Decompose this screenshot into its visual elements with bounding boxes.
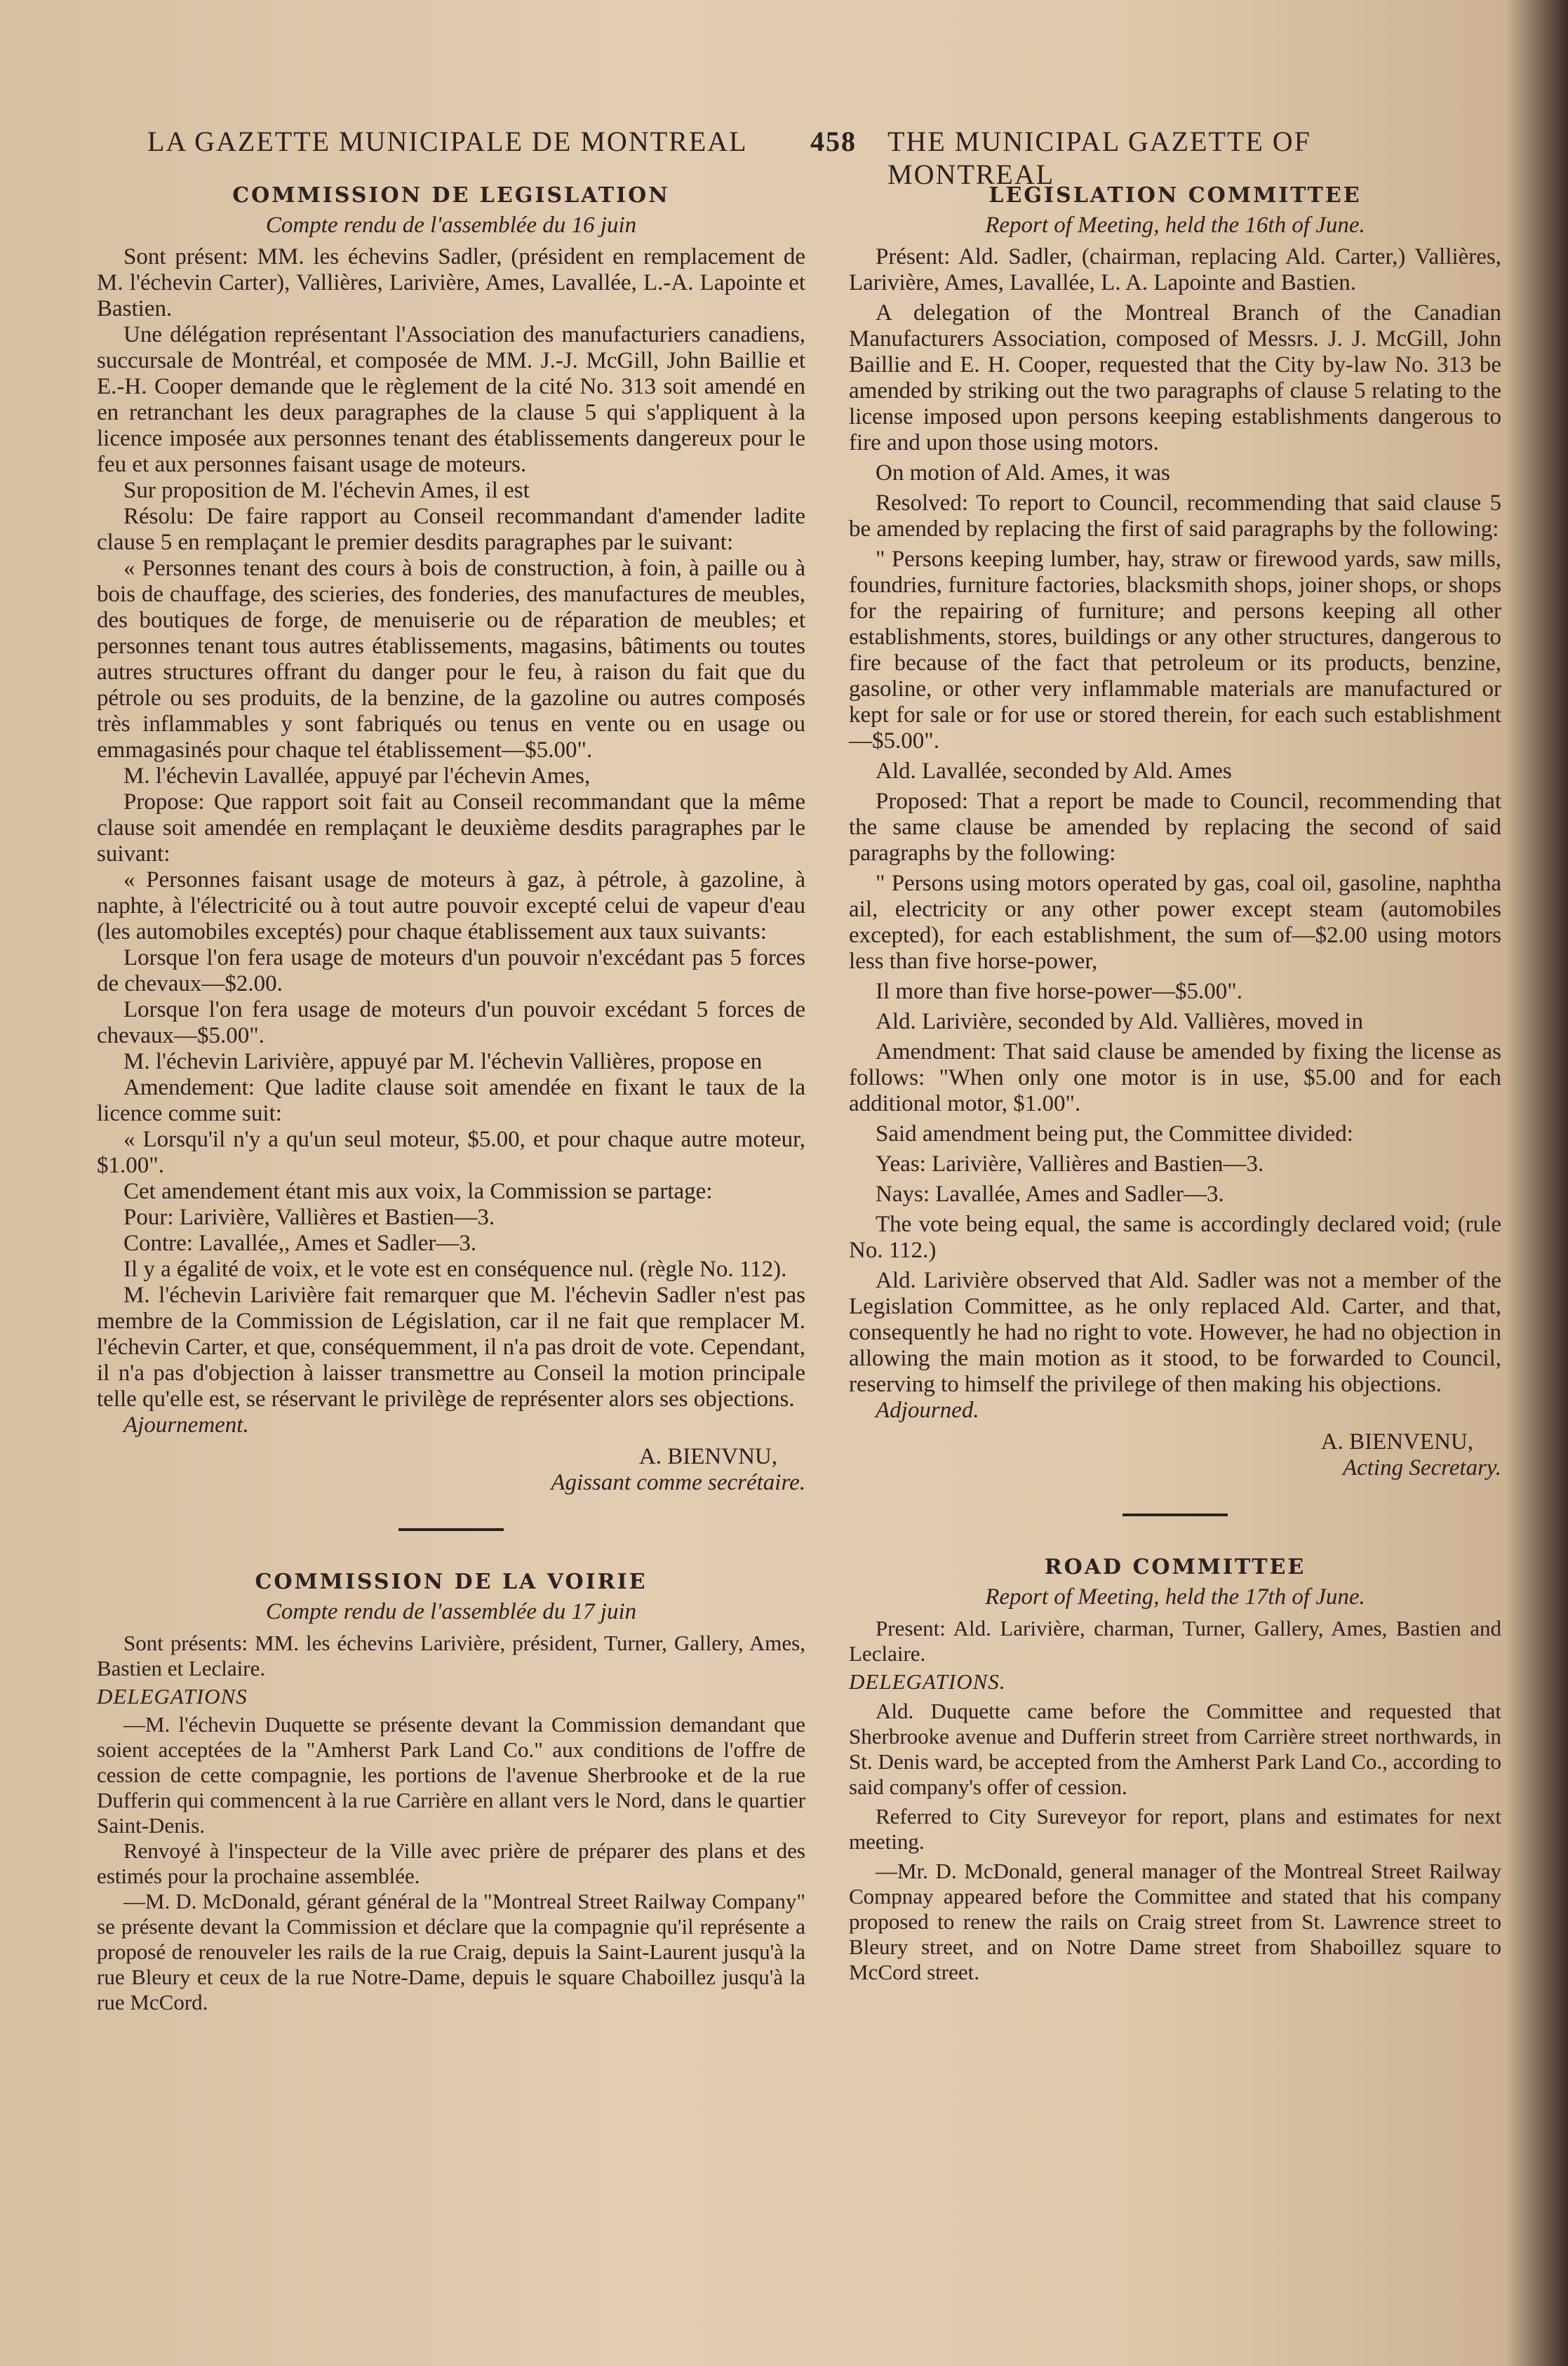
english-column: [849, 182, 1501, 1985]
paragraph: Contre: Lavallée,, Ames et Sadler—3.: [123, 1231, 477, 1256]
paragraph: Lorsque l'on fera usage de moteurs d'un pouvoir n'excédant pas 5 forces de chevaux—$2.00.: [97, 945, 805, 996]
section-title-road-en: ROAD COMMITTEE: [1044, 1555, 1306, 1579]
paragraph: Proposed: That a report be made to Council, recommending that the same clause be amended by replacing the second of said paragraphs by the following:: [849, 789, 1501, 866]
paragraph: M. l'échevin Larivière, appuyé par M. l'échevin Vallières, propose en: [123, 1049, 763, 1074]
paragraph: Ald. Larivière, seconded by Ald. Vallières, moved in: [876, 1009, 1363, 1034]
paragraph: « Personnes tenant des cours à bois de construction, à foin, à paille ou à bois de chauffage, des scieries, des fonderies, des manufactures de meubles, des boutiques de forge, de menuiserie ou de réparation de meubles; et personnes tenant tous autres établissements, magasins, bâtiments ou toutes autres structures offrant du danger pour le feu, à raison du fait que du pétrole ou ses produits, de la benzine, de la gazoline ou autres composés très inflammables y sont fabriqués ou tenus en vente ou en usage ou emmagasinés pour chaque tel établissement—$5.00".: [97, 556, 805, 763]
paragraph: A delegation of the Montreal Branch of the Canadian Manufacturers Association, composed of Messrs. J. J. McGill, John Baillie and E. H. Cooper, requested that the City by-law No. 313 be amended by striking out the two paragraphs of clause 5 relating to the license imposed upon persons keeping establishments dangerous to fire and upon those using motors.: [849, 300, 1501, 455]
paragraph: Present: Ald. Larivière, charman, Turner, Gallery, Ames, Bastien and Leclaire.: [849, 1616, 1501, 1666]
paragraph: Nays: Lavallée, Ames and Sadler—3.: [876, 1182, 1224, 1207]
header-english-title: THE MUNICIPAL GAZETTE OF MONTREAL: [887, 126, 1311, 190]
adjournment-note: Ajournement.: [123, 1412, 249, 1438]
paragraph: Ald. Larivière observed that Ald. Sadler was not a member of the Legislation Committee, as he only replaced Ald. Carter, and that, consequently he had no right to vote. However, he had no objection in allowing the main motion as it stood, to be forwarded to Council, reserving to himself the privilege of then making his objections.: [849, 1268, 1501, 1397]
section-subtitle-road-en: Report of Meeting, held the 17th of June.: [985, 1584, 1365, 1610]
section-subtitle-legislation-fr: Compte rendu de l'assemblée du 16 juin: [265, 213, 637, 238]
section-subtitle-voirie-fr: Compte rendu de l'assemblée du 17 juin: [265, 1599, 637, 1624]
paragraph: « Lorsqu'il n'y a qu'un seul moteur, $5.00, et pour chaque autre moteur, $1.00".: [97, 1127, 805, 1178]
section-title-legislation-fr: COMMISSION DE LEGISLATION: [232, 183, 670, 208]
page-number: 458: [810, 126, 857, 157]
paragraph: The vote being equal, the same is accordingly declared void; (rule No. 112.): [849, 1212, 1501, 1263]
paragraph: " Persons using motors operated by gas, coal oil, gasoline, naphtha ail, electricity or any other power except steam (automobiles excepted), for each establishment, the sum of—$2.00 using motors less than five horse-power,: [849, 871, 1501, 974]
paragraph: Ald. Lavallée, seconded by Ald. Ames: [876, 758, 1232, 784]
section-title-legislation-en: LEGISLATION COMMITTEE: [989, 183, 1362, 208]
paragraph: " Persons keeping lumber, hay, straw or firewood yards, saw mills, foundries, furniture factories, blacksmith shops, joiner shops, or shops for the repairing of furniture; and persons keeping all other establishments, stores, buildings or any other structures, dangerous to fire because of the fact that petroleum or its products, benzine, gasoline, or other very inflammable materials are manufactured or kept for sale or for use or stored therein, for each such establishment—$5.00".: [849, 547, 1501, 754]
paragraph: Yeas: Larivière, Vallières and Bastien—3.: [876, 1151, 1264, 1177]
french-column: [97, 182, 805, 2015]
paragraph: Pour: Larivière, Vallières et Bastien—3.: [123, 1205, 495, 1230]
paragraph: « Personnes faisant usage de moteurs à gaz, à pétrole, à gazoline, à naphte, à l'électricité ou à tout autre pouvoir excepté celui de vapeur d'eau (les automobiles exceptés) pour chaque établissement aux taux suivants:: [97, 867, 805, 944]
paragraph: Il y a égalité de voix, et le vote est en conséquence nul. (règle No. 112).: [123, 1257, 787, 1282]
paragraph: Une délégation représentant l'Association des manufacturiers canadiens, succursale de Montréal, et composée de MM. J.-J. McGill, John Baillie et E.-H. Cooper demande que le règlement de la cité No. 313 soit amendé en en retranchant les deux paragraphes de la clause 5 qui s'appliquent à la licence imposée aux personnes tenant des établissements dangereux pour le feu et aux personnes faisant usage de moteurs.: [97, 322, 805, 477]
paragraph: On motion of Ald. Ames, it was: [876, 460, 1170, 486]
section-subtitle-legislation-en: Report of Meeting, held the 16th of June.: [985, 213, 1365, 238]
paragraph: Sont présents: MM. les échevins Larivière, président, Turner, Gallery, Ames, Bastien et Leclaire.: [97, 1631, 805, 1680]
paragraph: —M. l'échevin Duquette se présente devant la Commission demandant que soient acceptées de la "Amherst Park Land Co." aux conditions de l'offre de cession de cette compagnie, les portions de l'avenue Sherbrooke et de la rue Dufferin qui commencent à la rue Carrière en allant vers le Nord, dans le quartier Saint-Denis.: [97, 1712, 805, 1838]
signature-name: A. BIENVENU,: [1320, 1429, 1473, 1455]
signature-role: Acting Secretary.: [1342, 1455, 1501, 1481]
signature-role: Agissant comme secrétaire.: [551, 1470, 805, 1495]
paragraph: Résolu: De faire rapport au Conseil recommandant d'amender ladite clause 5 en remplaçant le premier desdits paragraphes par le suivant:: [97, 504, 805, 555]
paragraph: Lorsque l'on fera usage de moteurs d'un pouvoir excédant 5 forces de chevaux—$5.00".: [97, 997, 805, 1048]
paragraph: Sont présent: MM. les échevins Sadler, (président en remplacement de M. l'échevin Carter), Vallières, Larivière, Ames, Lavallée, L.-A. Lapointe et Bastien.: [97, 244, 805, 321]
delegations-heading: DELEGATIONS: [97, 1684, 248, 1709]
paragraph: Renvoyé à l'inspecteur de la Ville avec prière de préparer des plans et des estimés pour la prochaine assemblée.: [97, 1838, 805, 1888]
paragraph: Referred to City Sureveyor for report, plans and estimates for next meeting.: [849, 1804, 1501, 1854]
header-french-title: LA GAZETTE MUNICIPALE DE MONTREAL: [147, 126, 748, 157]
delegations-heading: DELEGATIONS.: [849, 1669, 1006, 1694]
paragraph: Amendement: Que ladite clause soit amendée en fixant le taux de la licence comme suit:: [97, 1075, 805, 1126]
paragraph: Propose: Que rapport soit fait au Conseil recommandant que la même clause soit amendée en remplaçant le deuxième desdits paragraphes par le suivant:: [97, 789, 805, 867]
paragraph: Présent: Ald. Sadler, (chairman, replacing Ald. Carter,) Vallières, Larivière, Ames, Lavallée, L. A. Lapointe and Bastien.: [849, 244, 1501, 295]
section-divider: [1123, 1513, 1228, 1516]
paragraph: Sur proposition de M. l'échevin Ames, il est: [123, 478, 530, 503]
signature-name: A. BIENVNU,: [638, 1444, 777, 1469]
paragraph: Amendment: That said clause be amended by fixing the license as follows: "When only one motor is in use, $5.00 and for each additional motor, $1.00".: [849, 1039, 1501, 1116]
paragraph: M. l'échevin Larivière fait remarquer que M. l'échevin Sadler n'est pas membre de la Commission de Législation, car il ne fait que remplacer M. l'échevin Carter, et que, conséquemment, il n'a pas droit de vote. Cependant, il n'a pas d'objection à laisser transmettre au Conseil la motion principale telle qu'elle est, se réservant le privilège de représenter alors ses objections.: [97, 1283, 805, 1412]
paragraph: —Mr. D. McDonald, general manager of the Montreal Street Railway Compnay appeared before the Committee and stated that his company proposed to renew the rails on Craig street from St. Lawrence street to Bleury street, and on Notre Dame street from Shaboillez square to McCord street.: [849, 1859, 1501, 1984]
paragraph: Cet amendement étant mis aux voix, la Commission se partage:: [123, 1179, 713, 1204]
paragraph: M. l'échevin Lavallée, appuyé par l'échevin Ames,: [123, 763, 591, 789]
page-header: [147, 125, 1480, 190]
paragraph: Resolved: To report to Council, recommending that said clause 5 be amended by replacing the first of said paragraphs by the following:: [849, 490, 1501, 542]
paragraph: Ald. Duquette came before the Committee and requested that Sherbrooke avenue and Dufferin street from Carrière street northwards, in St. Denis ward, be accepted from the Amherst Park Land Co., according to said company's offer of cession.: [849, 1699, 1501, 1799]
paragraph: Il more than five horse-power—$5.00".: [876, 979, 1242, 1004]
adjournment-note: Adjourned.: [876, 1398, 979, 1423]
section-divider: [398, 1528, 504, 1531]
paragraph: —M. D. McDonald, gérant général de la "Montreal Street Railway Company" se présente devant la Commission et déclare que la compagnie qu'il représente a proposé de renouveler les rails de la rue Craig, depuis la Saint-Laurent jusqu'à la rue Bleury et ceux de la rue Notre-Dame, depuis le square Chaboillez jusqu'à la rue McCord.: [97, 1889, 805, 2014]
section-title-voirie-fr: COMMISSION DE LA VOIRIE: [255, 1570, 648, 1594]
paragraph: Said amendment being put, the Committee divided:: [876, 1121, 1353, 1147]
